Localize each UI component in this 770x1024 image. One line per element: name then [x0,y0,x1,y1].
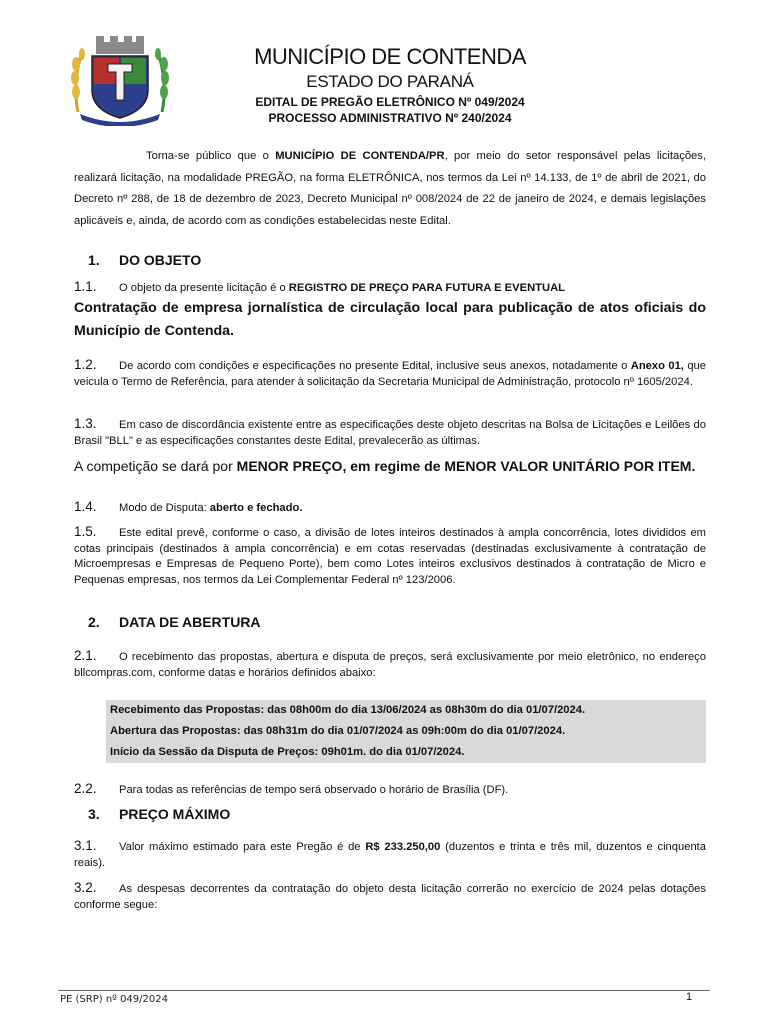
footer-divider [58,990,710,991]
item-number: 1.3. [74,416,97,431]
item-number: 3.2. [74,880,97,895]
date-line-receipt: Recebimento das Propostas: das 08h00m do dia 13/06/2024 as 08h30m do dia 01/07/2024. [110,704,586,716]
item-1-2 [74,357,706,390]
intro-text: Torna-se público que o [146,150,276,162]
item-1-3 [74,416,706,449]
item-text-rest: que veicula o Termo de Referência, para atender à solicitação da Secretaria Municipal de Administração, protocolo nº 1605/2024. [74,360,707,388]
page-number: 1 [686,991,693,1003]
item-text: O objeto da presente licitação é o [119,282,289,294]
municipality-title: MUNICÍPIO DE CONTENDA [254,44,526,69]
item-2-1 [74,648,706,681]
process-title: PROCESSO ADMINISTRATIVO Nº 240/2024 [268,111,512,125]
date-line-session: Início da Sessão da Disputa de Preços: 09h01m. do dia 01/07/2024. [110,746,465,758]
intro-paragraph [74,146,706,232]
item-number: 2.1. [74,648,97,663]
item-text: Em caso de discordância existente entre as especificações deste objeto descritas na Bolsa de Licitações e Leilões do Brasil "BLL" e as especificações constantes deste Edital, prevalecerão as últimas. [74,419,706,447]
intro-bold: MUNICÍPIO DE CONTENDA/PR [275,150,445,162]
item-text: De acordo com condições e especificações no presente Edital, inclusive seus anexos, notadamente o [119,360,631,372]
competition-text: A competição se dará por [74,458,237,474]
shield [92,56,148,118]
footer-reference: PE (SRP) nº 049/2024 [60,994,168,1005]
item-1-5 [74,524,706,588]
item-number: 2.2. [74,781,97,796]
section-heading-2 [88,614,261,630]
dates-box [106,700,706,763]
item-bold: REGISTRO DE PREÇO PARA FUTURA E EVENTUAL [288,282,565,294]
item-1-4 [74,499,706,517]
item-text-rest: (duzentos e trinta e três mil, duzentos e cinquenta reais). [74,841,706,869]
section-title: DO OBJETO [119,252,202,268]
item-number: 1.2. [74,357,97,372]
section-title: PREÇO MÁXIMO [119,806,231,822]
item-number: 1.4. [74,499,97,514]
state-title: ESTADO DO PARANÁ [306,72,474,91]
section-heading-1 [88,252,201,268]
item-bold: aberto e fechado. [209,502,303,514]
item-text: Para todas as referências de tempo será observado o horário de Brasília (DF). [119,784,509,796]
competition-statement [74,458,706,475]
item-text: Valor máximo estimado para este Pregão é de [119,841,366,853]
item-number: 1.5. [74,524,97,539]
item-2-2 [74,781,706,799]
section-title: DATA DE ABERTURA [119,614,261,630]
item-1-1 [74,279,706,297]
object-description: Contratação de empresa jornalística de circulação local para publicação de atos oficiais do Município de Contenda. [74,300,706,339]
item-3-2 [74,880,706,913]
intro-text-rest: , por meio do setor responsável pelas licitações, realizará licitação, na modalidade PREGÃO, na forma ELETRÔNICA, nos termos da Lei nº 14.133, de 1º de abril de 2021, do Decreto nº 288, de 18 de dezembro de 2023, Decreto Municipal nº 008/2024 de 22 de janeiro de 2024, e demais legislações aplicáveis e, ainda, de acordo com as condições estabelecidas neste Edital. [74,150,706,227]
item-number: 1.1. [74,279,97,294]
wheat-left [71,48,85,112]
section-number: 3. [88,806,100,822]
item-text: O recebimento das propostas, abertura e disputa de preços, será exclusivamente por meio eletrônico, no endereço bllcompras.com, conforme datas e horários definidos abaixo: [74,651,706,679]
item-number: 3.1. [74,838,97,853]
item-3-1 [74,838,706,871]
section-number: 2. [88,614,100,630]
item-bold: Anexo 01, [630,360,684,372]
competition-bold: MENOR PREÇO, em regime de MENOR VALOR UNITÁRIO POR ITEM. [236,458,696,474]
section-heading-3 [88,806,230,822]
section-number: 1. [88,252,100,268]
municipal-crest-icon [64,34,176,126]
wheat-right [155,48,169,112]
crown [96,36,144,54]
item-bold: R$ 233.250,00 [365,841,441,853]
item-text: Este edital prevê, conforme o caso, a divisão de lotes inteiros destinados à ampla concorrência, lotes divididos em cotas principais (destinados à ampla concorrência) e em cotas reservadas (destinadas exclusivamente à contratação de Microempresas e Empresas de Pequeno Porte), bem como Lotes inteiros exclusivos destinados à contratação de Micro e Pequenas empresas, nos termos da Lei Complementar Federal nº 123/2006. [74,527,706,586]
date-line-opening: Abertura das Propostas: das 08h31m do dia 01/07/2024 as 09h:00m do dia 01/07/2024. [110,725,566,737]
item-text: Modo de Disputa: [119,502,210,514]
item-text: As despesas decorrentes da contratação do objeto desta licitação correrão no exercício de 2024 pelas dotações conforme segue: [74,883,706,911]
edital-title: EDITAL DE PREGÃO ELETRÔNICO Nº 049/2024 [255,95,525,109]
